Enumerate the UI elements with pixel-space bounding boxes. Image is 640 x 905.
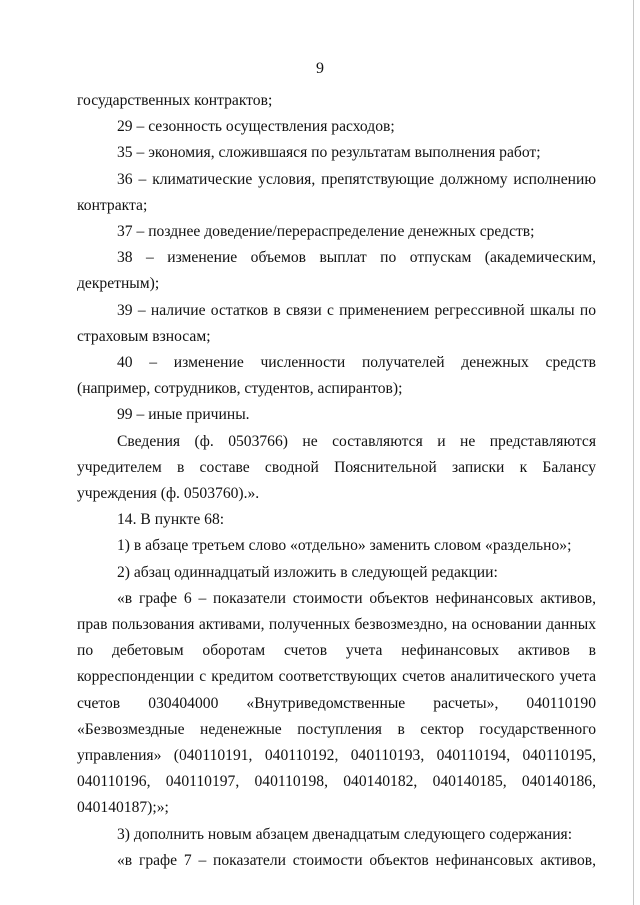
paragraph: 3) дополнить новым абзацем двенадцатым следующего содержания: [117,825,573,843]
paragraph: «в графе 7 – показатели стоимости объектов нефинансовых активов, [117,851,596,869]
page-edge-line [633,0,634,905]
paragraph: «в графе 6 – показатели стоимости объектов нефинансовых активов, прав пользования активами, полученных безвозмездно, на основании данных по дебетовым оборотам счетов учета нефинансовых активов в корреспонденции с кредитом соответствующих счетов аналитического учета счетов 030404000 «Внутриведомственные расчеты», 040110190 «Безвозмездные неденежные поступления в сектор государственного управления» (040110191, 040110192, 040110193, 040110194, 040110195, 040110196, 040110197, 040110198, 040140182, 040140185, 040140186, 040140187);»; [77,589,596,817]
paragraph: 29 – сезонность осуществления расходов; [117,118,395,136]
paragraph: 39 – наличие остатков в связи с применением регрессивной шкалы по страховым взносам; [77,301,596,345]
page-number: 9 [316,60,324,77]
paragraph: 36 – климатические условия, препятствующие должному исполнению контракта; [77,170,596,214]
paragraph: 1) в абзаце третьем слово «отдельно» заменить словом «раздельно»; [117,537,572,555]
paragraph: 2) абзац одиннадцатый изложить в следующей редакции: [117,563,498,581]
paragraph: 35 – экономия, сложившаяся по результатам выполнения работ; [117,144,541,162]
paragraph: 40 – изменение численности получателей денежных средств (например, сотрудников, студентов, аспирантов); [77,354,596,398]
document-body [77,88,596,874]
paragraph: 37 – позднее доведение/перераспределение денежных средств; [117,223,535,241]
paragraph: Сведения (ф. 0503766) не составляются и не представляются учредителем в составе сводной Пояснительной записки к Балансу учреждения (ф. 0503760).». [77,432,596,503]
paragraph: государственных контрактов; [77,92,273,109]
paragraph: 14. В пункте 68: [117,511,225,529]
paragraph: 38 – изменение объемов выплат по отпускам (академическим, декретным); [77,249,596,293]
paragraph: 99 – иные причины. [117,406,250,424]
